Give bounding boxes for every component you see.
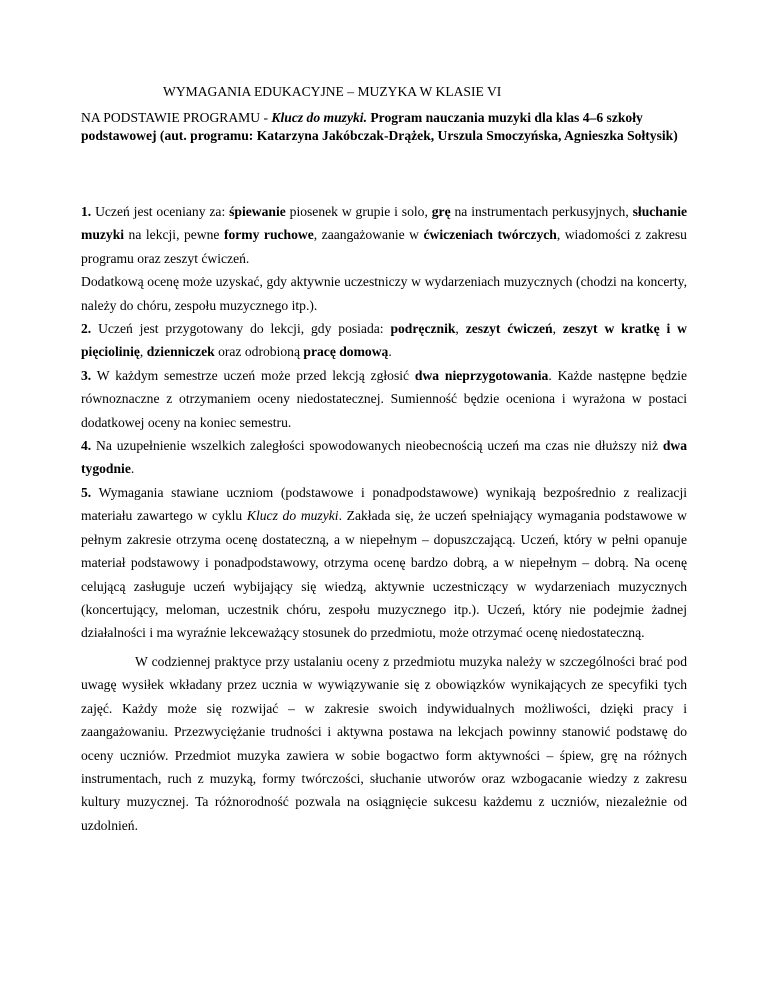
rule-number: 1. bbox=[81, 204, 92, 219]
rule-emphasis: zeszyt w kratkę i w pięciolinię bbox=[81, 321, 688, 360]
rule-paragraph bbox=[81, 364, 687, 434]
rule-paragraph bbox=[81, 434, 687, 481]
rule-text: na instrumentach perkusyjnych, bbox=[450, 204, 633, 219]
rule-text: Na uzupełnienie wszelkich zaległości spowodowanych nieobecnością uczeń ma czas nie dłuższy niż bbox=[91, 438, 663, 454]
rule-text: , bbox=[552, 321, 563, 337]
rule-text: . Zakłada się, że uczeń spełniający wymagania podstawowe w pełnym zakresie otrzyma ocenę dostateczną, a w niepełnym – dopuszczającą. Uczeń, który w pełni opanuje materiał podstawowy i ponadpodstawowy, otrzyma ocenę bardzo dobrą, a w niepełnym – dobrą. Na ocenę celującą zasługuje uczeń wybijający się wiedzą, aktywnie uczestniczący w wydarzeniach muzycznych (koncertujący, meloman, uczestnik chóru, zespołu muzycznego itp.). Uczeń, który nie podejmie żadnej działalności i ma wyraźnie lekceważący stosunek do przedmiotu, może otrzymać ocenę niedostateczną. bbox=[81, 508, 687, 641]
document-title: WYMAGANIA EDUKACYJNE – MUZYKA W KLASIE VI bbox=[163, 84, 502, 99]
rule-paragraph bbox=[81, 317, 687, 364]
rule-emphasis: śpiewanie bbox=[229, 204, 286, 219]
rule-number: 5. bbox=[81, 484, 92, 500]
rule-emphasis: ćwiczeniach twórczych bbox=[423, 227, 557, 243]
rule-extra-paragraph: Dodatkową ocenę może uzyskać, gdy aktywnie uczestniczy w wydarzeniach muzycznych (chodzi na koncerty, należy do chóru, zespołu muzycznego itp.). bbox=[81, 274, 687, 313]
rule-emphasis: dwa tygodnie bbox=[81, 438, 687, 477]
rule-text: , zaangażowanie w bbox=[313, 227, 424, 243]
rule-number: 3. bbox=[81, 367, 92, 383]
rule-emphasis: dzienniczek bbox=[146, 344, 215, 360]
rule-text: Wymagania stawiane uczniom (podstawowe i ponadpodstawowe) wynikają bezpośrednio z realizacji materiału zawartego w cyklu bbox=[81, 484, 687, 524]
rule-emphasis: słuchanie muzyki bbox=[81, 204, 688, 243]
rule-text: , wiadomości z zakresu programu oraz zeszyt ćwiczeń. bbox=[81, 227, 687, 266]
program-name: Klucz do muzyki. bbox=[271, 110, 367, 125]
closing-paragraph: W codziennej praktyce przy ustalaniu oceny z przedmiotu muzyka należy w szczególności brać pod uwagę wysiłek wkładany przez ucznia w wywiązywanie się z obowiązków wynikających ze specyfiki tych zajęć. Każdy może się rozwijać – w zakresie swoich indywidualnych możliwości, dzięki pracy i zaangażowaniu. Przezwyciężanie trudności i aktywna postawa na lekcjach powinny stanowić podstawę do oceny uczniów. Przedmiot muzyka zawiera w sobie bogactwo form aktywności – śpiew, grę na różnych instrumentach, ruch z muzyką, formy twórczości, słuchanie utworów oraz wzbogacanie wiedzy z zakresu kultury muzycznej. Ta różnorodność pozwala na osiągnięcie sukcesu każdemu z uczniów, niezależnie od uzdolnień. bbox=[81, 654, 687, 833]
rule-text: . bbox=[130, 461, 135, 477]
rule-emphasis: dwa nieprzygotowania bbox=[414, 367, 549, 383]
rule-text: W każdym semestrze uczeń może przed lekcją zgłosić bbox=[91, 367, 415, 383]
rule-text: piosenek w grupie i solo, bbox=[285, 204, 432, 219]
rule-paragraph bbox=[81, 481, 687, 645]
rule-emphasis: podręcznik bbox=[390, 321, 456, 337]
program-description: Program nauczania muzyki dla klas 4–6 szkoły podstawowej (aut. programu: Katarzyna Jakóbczak-Drążek, Urszula Smoczyńska, Agnieszka Sołtysik) bbox=[81, 110, 678, 143]
rule-number: 4. bbox=[81, 438, 92, 454]
program-basis bbox=[81, 109, 701, 144]
rule-title-italic: Klucz do muzyki bbox=[246, 508, 339, 524]
rule-emphasis: zeszyt ćwiczeń bbox=[465, 321, 553, 337]
rule-number: 2. bbox=[81, 321, 92, 337]
rule-emphasis: formy ruchowe bbox=[223, 227, 314, 243]
rule-text: , bbox=[455, 321, 466, 337]
rule-paragraph bbox=[81, 200, 687, 270]
rule-text: na lekcji, pewne bbox=[124, 227, 224, 243]
rule-text: , bbox=[139, 344, 147, 360]
rules-list bbox=[81, 200, 687, 645]
rule-emphasis: pracę domową bbox=[303, 344, 389, 360]
rule-emphasis: grę bbox=[431, 204, 451, 219]
rule-text: . bbox=[388, 344, 392, 360]
rule-text: oraz odrobioną bbox=[214, 344, 304, 360]
rule-text: Uczeń jest oceniany za: bbox=[91, 204, 230, 219]
closing-section bbox=[81, 650, 687, 837]
rule-text: . Każde następne będzie równoznaczne z otrzymaniem oceny niedostatecznej. Sumienność będzie oceniona i wyrażona w postaci dodatkowej oceny na koniec semestru. bbox=[81, 367, 687, 430]
rule-text: Uczeń jest przygotowany do lekcji, gdy posiada: bbox=[91, 321, 391, 337]
basis-prefix: NA PODSTAWIE PROGRAMU - bbox=[81, 110, 272, 125]
